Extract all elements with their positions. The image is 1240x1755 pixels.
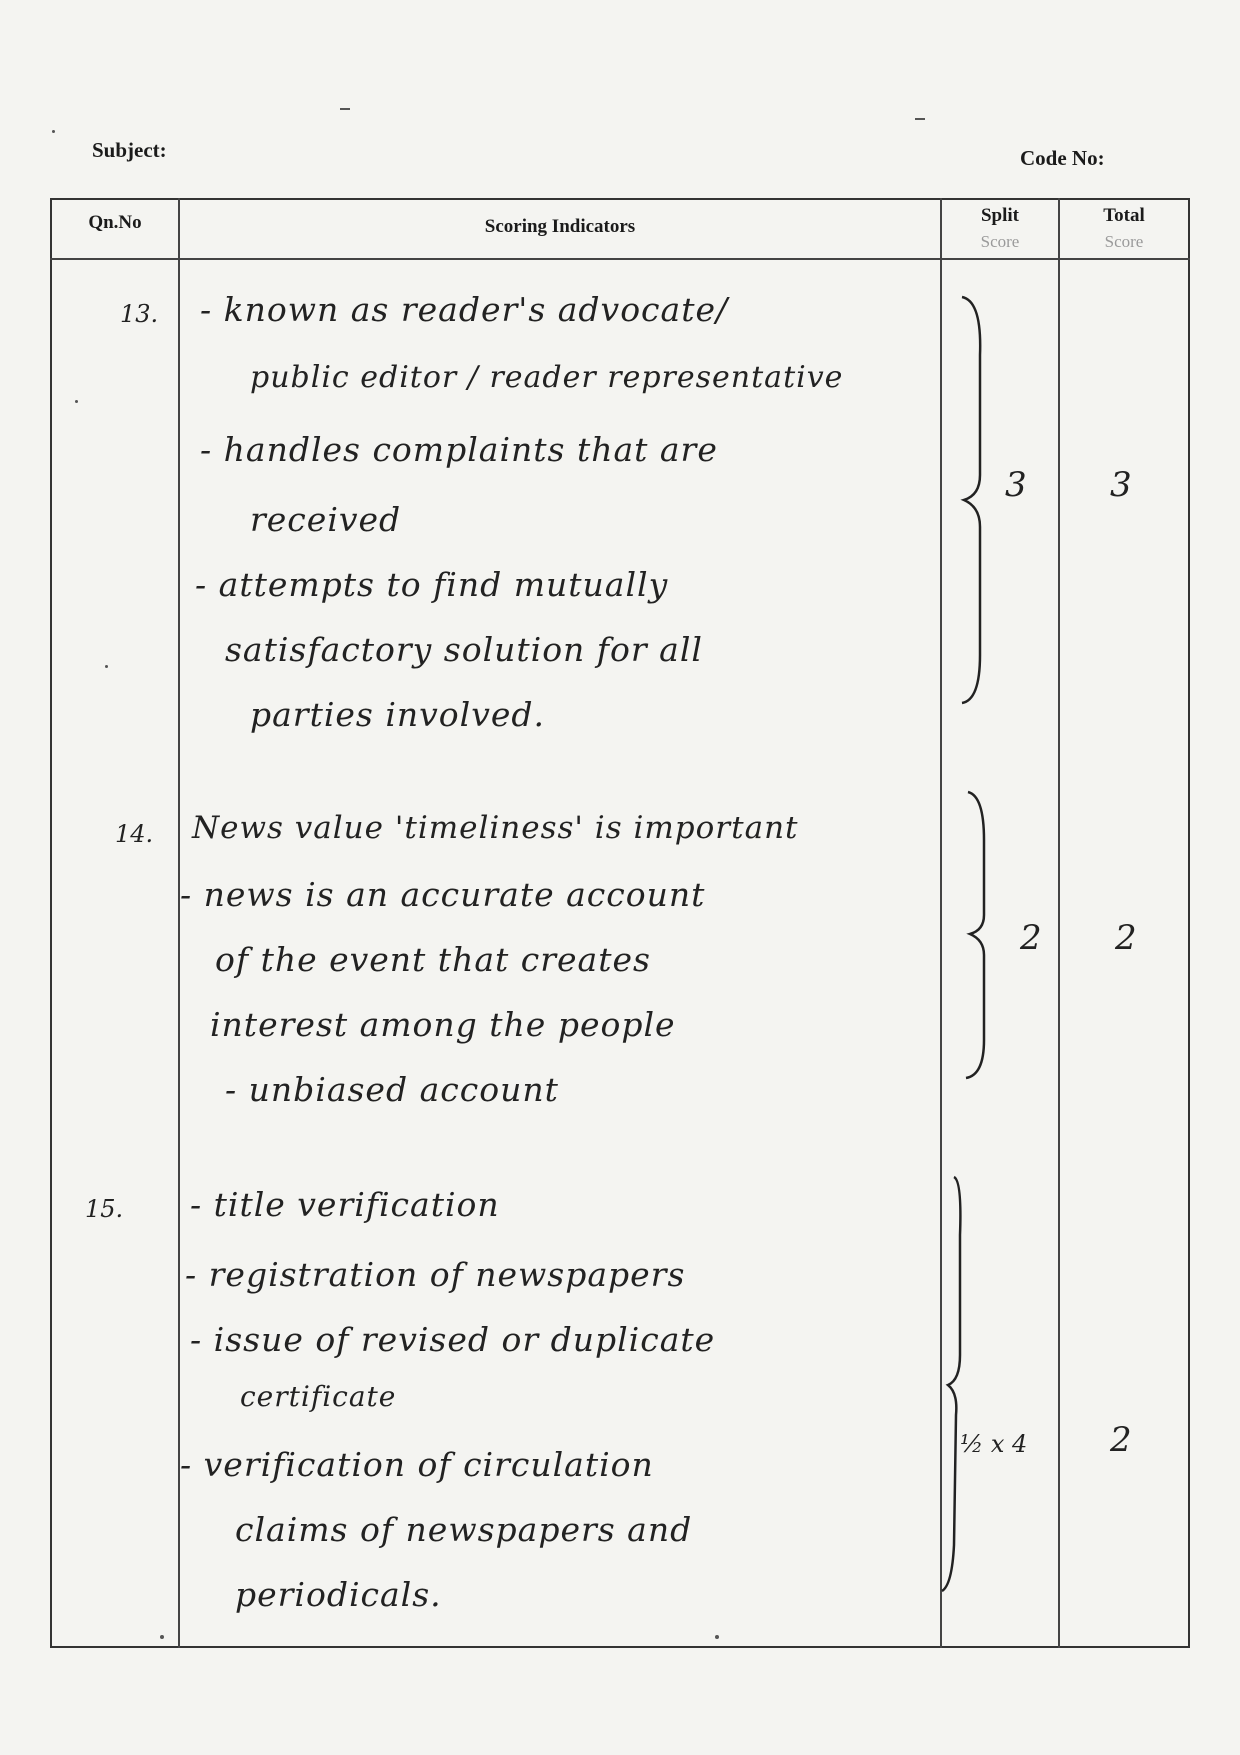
indicator-line: - attempts to find mutually xyxy=(195,565,669,604)
speck xyxy=(52,130,55,133)
indicator-line: - issue of revised or duplicate xyxy=(190,1320,716,1359)
indicator-line: - registration of newspapers xyxy=(185,1255,686,1294)
indicator-line: periodicals. xyxy=(235,1575,442,1614)
indicator-line: received xyxy=(250,500,402,539)
header-divider xyxy=(50,258,1190,260)
column-divider xyxy=(178,198,180,1648)
indicator-line: satisfactory solution for all xyxy=(225,630,703,669)
col-header-split: Split xyxy=(980,205,1020,226)
question-number: 14. xyxy=(115,820,154,848)
curly-brace xyxy=(958,295,998,705)
indicator-line: - title verification xyxy=(190,1185,500,1224)
split-score: ½ x 4 xyxy=(960,1430,1028,1458)
indicator-line: of the event that creates xyxy=(215,940,651,979)
speck xyxy=(915,118,925,120)
speck xyxy=(340,108,350,110)
indicator-line: public editor / reader representative xyxy=(250,360,844,395)
indicator-line: News value 'timeliness' is important xyxy=(192,810,799,846)
total-score: 3 xyxy=(1110,465,1132,505)
col-header-total: Total xyxy=(1103,205,1145,226)
indicator-line: - handles complaints that are xyxy=(200,430,718,469)
indicator-line: parties involved. xyxy=(250,695,546,734)
col-header-indicators: Scoring Indicators xyxy=(484,216,636,237)
split-score: 3 xyxy=(1005,465,1027,505)
code-label: Code No: xyxy=(1020,146,1105,170)
indicator-line: certificate xyxy=(240,1380,397,1413)
col-header-split-sub: Score xyxy=(980,232,1020,251)
col-header-total-sub: Score xyxy=(1104,232,1144,251)
subject-label: Subject: xyxy=(92,138,167,162)
total-score: 2 xyxy=(1110,1420,1132,1460)
indicator-line: - verification of circulation xyxy=(180,1445,654,1484)
indicator-line: - known as reader's advocate/ xyxy=(200,290,729,329)
curly-brace xyxy=(962,790,1002,1080)
question-number: 13. xyxy=(120,300,159,328)
column-divider xyxy=(1058,198,1060,1648)
indicator-line: - news is an accurate account xyxy=(180,875,706,914)
total-score: 2 xyxy=(1115,918,1137,958)
indicator-line: interest among the people xyxy=(210,1005,676,1044)
col-header-qn: Qn.No xyxy=(88,212,142,233)
curly-brace xyxy=(938,1175,978,1595)
indicator-line: - unbiased account xyxy=(225,1070,559,1109)
question-number: 15. xyxy=(85,1195,124,1223)
split-score: 2 xyxy=(1020,918,1042,958)
indicator-line: claims of newspapers and xyxy=(235,1510,693,1549)
